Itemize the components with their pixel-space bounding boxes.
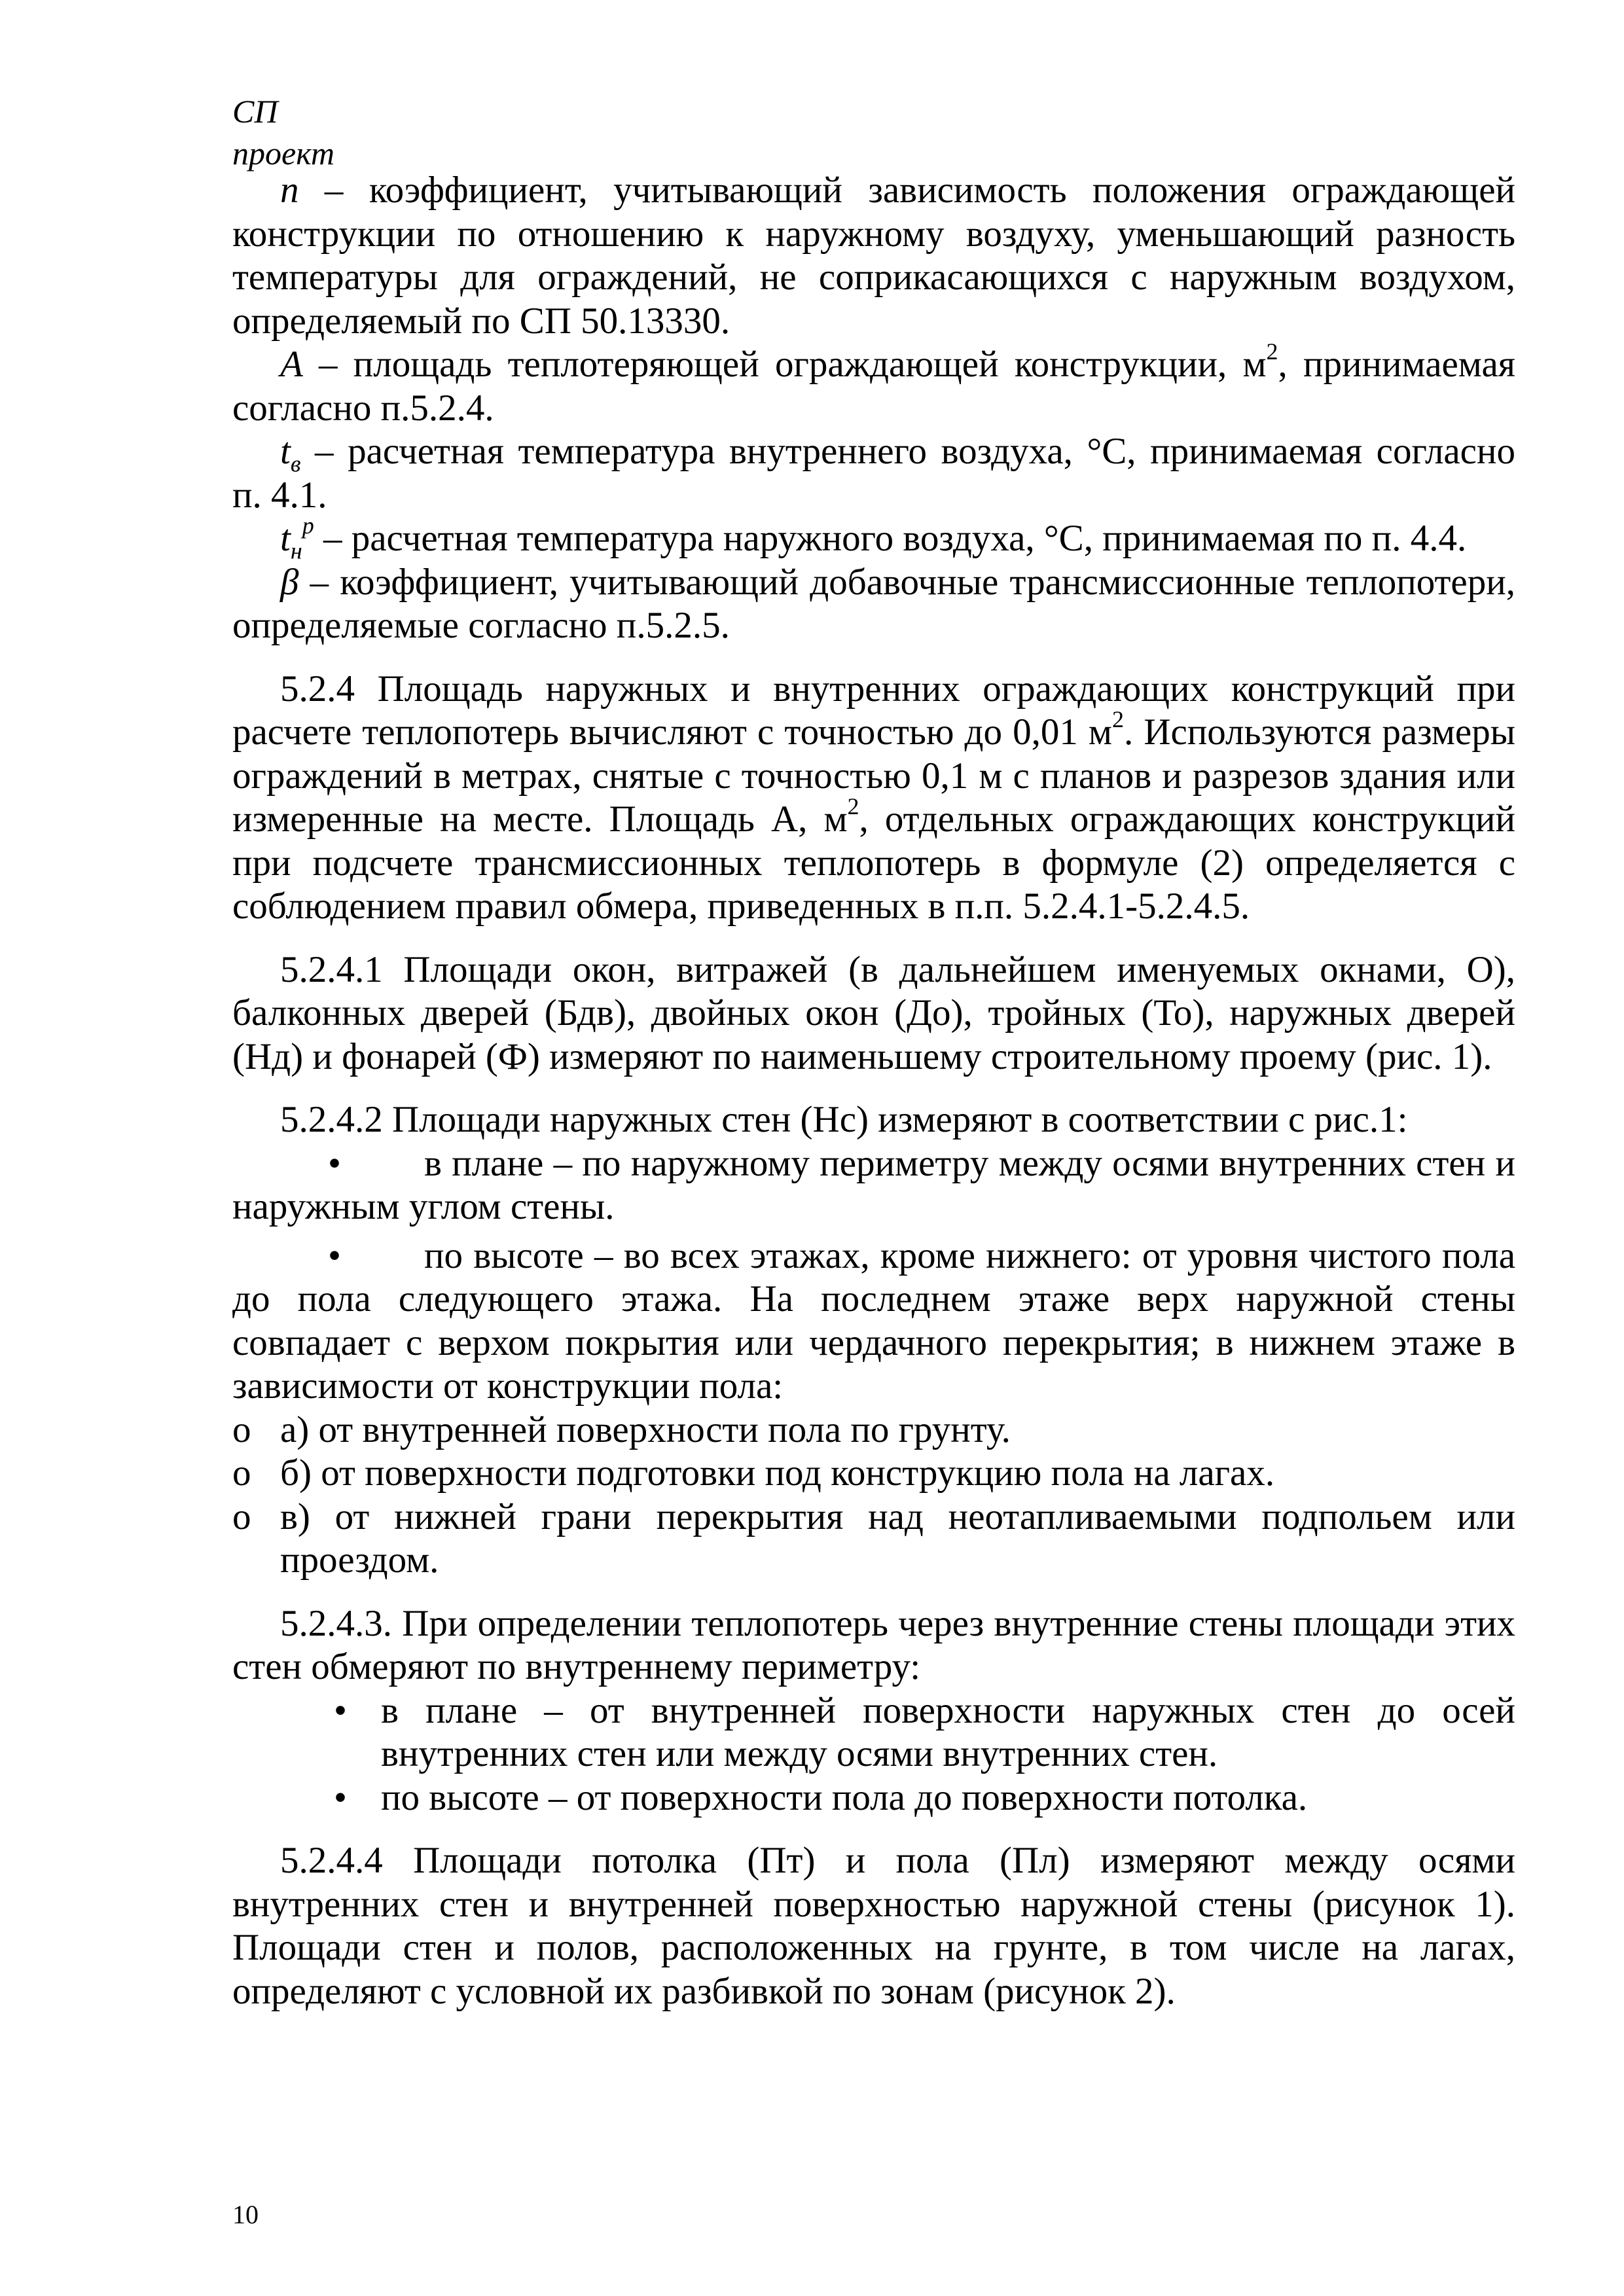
definition-tv: $t_в$ – расчетная температура внутреннего воздуха, °С, принимаемая согласно п. 4.1.: [232, 431, 1515, 516]
bullet-icon: •: [328, 1142, 341, 1184]
list-item: • по высоте – от поверхности пола до поверхности потолка.: [232, 1776, 1515, 1820]
paragraph-5-2-4-2: 5.2.4.2 Площади наружных стен (Нс) измеряют в соответствии с рис.1:: [280, 1099, 1408, 1140]
page-number: 10: [232, 2200, 259, 2229]
circle-bullet-icon: o: [232, 1452, 251, 1494]
main-text: [232, 169, 1515, 2013]
definition-beta: β – коэффициент, учитывающий добавочные трансмиссионные теплопотери, определяемые согласно п.5.2.5.: [232, 561, 1515, 646]
header-code: СП: [232, 93, 278, 130]
header-status: проект: [232, 135, 335, 171]
definition-n-text: – коэффициент, учитывающий зависимость положения ограждающей конструкции по отношению к наружному воздуху, уменьшающий разность температуры для ограждений, не соприкасающихся с наружным воздухом, определяемый по СП 50.13330.: [232, 170, 1515, 342]
symbol-tn: $t_н^p$: [280, 512, 314, 564]
list-item: • по высоте – во всех этажах, кроме нижнего: от уровня чистого пола до пола следующего этажа. На последнем этаже верх наружной стены совпадает с верхом покрытия или чердачного перекрытия; в нижнем этаже в зависимости от конструкции пола:: [232, 1234, 1515, 1407]
bullet-icon: •: [328, 1234, 341, 1276]
list-item: • в плане – от внутренней поверхности наружных стен до осей внутренних стен или между осями внутренних стен.: [334, 1689, 1515, 1774]
paragraph-5-2-4-3: 5.2.4.3. При определении теплопотерь через внутренние стены площади этих стен обмеряют по внутреннему периметру:: [232, 1602, 1515, 1687]
symbol-tv: $t_в$: [280, 431, 301, 477]
paragraph-5-2-4: 5.2.4 Площадь наружных и внутренних ограждающих конструкций при расчете теплопотерь вычисляют с точностью до 0,01 $м^2$. Используются размеры ограждений в метрах, снятые с точностью 0,1 м с планов и разрезов здания или измеренные на месте. Площадь А, $м^2$, отдельных ограждающих конструкций при подсчете трансмиссионных теплопотерь в формуле (2) определяется с соблюдением правил обмера, приведенных в п.п. 5.2.4.1-5.2.4.5.: [232, 668, 1515, 927]
bullet-icon: •: [334, 1689, 347, 1731]
circle-bullet-icon: o: [232, 1496, 251, 1537]
symbol-a: A: [280, 344, 303, 385]
bullet-icon: •: [334, 1776, 347, 1818]
paragraph-5-2-4-4: 5.2.4.4 Площади потолка (Пт) и пола (Пл) измеряют между осями внутренних стен и внутренней поверхностью наружной стены (рисунок 1). Площади стен и полов, расположенных на грунте, в том числе на лагах, определяют с условной их разбивкой по зонам (рисунок 2).: [232, 1840, 1515, 2012]
list-item: o а) от внутренней поверхности пола по грунту.: [232, 1408, 1515, 1452]
list-item: o в) от нижней грани перекрытия над неотапливаемыми подпольем или проездом.: [232, 1496, 1515, 1581]
definition-a: A – площадь теплотеряющей ограждающей конструкции, $м^2$, принимаемая согласно п.5.2.4.: [232, 338, 1515, 429]
paragraph-5-2-4-1: 5.2.4.1 Площади окон, витражей (в дальнейшем именуемых окнами, О), балконных дверей (Бдв), двойных окон (До), тройных (То), наружных дверей (Нд) и фонарей (Ф) измеряют по наименьшему строительному проему (рис. 1).: [232, 948, 1515, 1077]
definition-n: [232, 169, 1515, 343]
circle-bullet-icon: o: [232, 1408, 251, 1450]
list-item: • в плане – по наружному периметру между осями внутренних стен и наружным углом стены.: [232, 1142, 1515, 1227]
running-header: [232, 90, 334, 174]
symbol-beta: β: [280, 561, 299, 603]
definition-tn: $t_н^p$ – расчетная температура наружного воздуха, °С, принимаемая по п. 4.4.: [280, 512, 1467, 564]
list-item: o б) от поверхности подготовки под конструкцию пола на лагах.: [232, 1452, 1515, 1496]
symbol-n: n: [280, 170, 299, 211]
